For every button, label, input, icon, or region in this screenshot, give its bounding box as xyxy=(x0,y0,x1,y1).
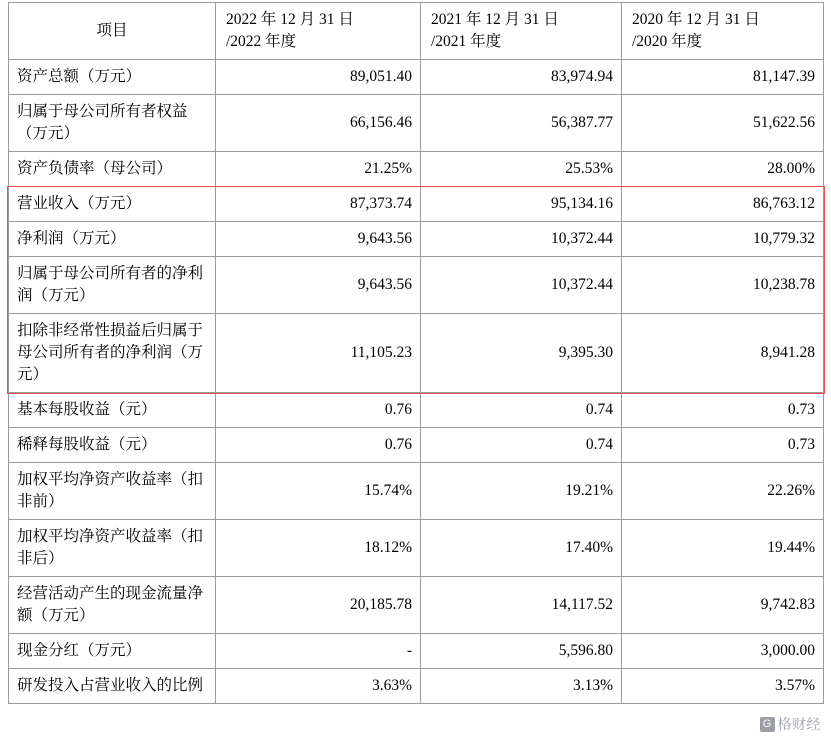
column-header-item-label: 项目 xyxy=(96,22,128,39)
row-value-2022: 20,185.78 xyxy=(216,577,421,634)
row-value-2020: 86,763.12 xyxy=(622,187,824,222)
table-row xyxy=(9,520,824,577)
watermark-label: 格财经 xyxy=(777,716,821,732)
table-header xyxy=(9,3,824,60)
row-value-2021: 10,372.44 xyxy=(421,257,622,314)
watermark-logo-icon: G xyxy=(760,717,775,732)
row-value-2021: 9,395.30 xyxy=(421,314,622,393)
table-body xyxy=(9,60,824,704)
row-label: 基本每股收益（元） xyxy=(9,393,216,428)
row-value-2021: 25.53% xyxy=(421,152,622,187)
table-row xyxy=(9,634,824,669)
column-header-2021-line1: 2021 年 12 月 31 日 xyxy=(431,11,559,28)
row-value-2020: 10,238.78 xyxy=(622,257,824,314)
row-value-2022: 0.76 xyxy=(216,393,421,428)
header-row xyxy=(9,3,824,60)
row-value-2020: 0.73 xyxy=(622,393,824,428)
financial-summary-table xyxy=(8,2,824,704)
row-label: 扣除非经常性损益后归属于母公司所有者的净利润（万元） xyxy=(9,314,216,393)
column-header-2022-line1: 2022 年 12 月 31 日 xyxy=(226,11,354,28)
column-header-item xyxy=(9,3,216,60)
row-label: 净利润（万元） xyxy=(9,222,216,257)
table-row xyxy=(9,152,824,187)
row-label: 研发投入占营业收入的比例 xyxy=(9,669,216,704)
row-value-2020: 51,622.56 xyxy=(622,95,824,152)
column-header-2022 xyxy=(216,3,421,60)
table-row-highlighted xyxy=(9,222,824,257)
row-label: 稀释每股收益（元） xyxy=(9,428,216,463)
row-value-2021: 0.74 xyxy=(421,428,622,463)
row-value-2021: 56,387.77 xyxy=(421,95,622,152)
row-value-2020: 9,742.83 xyxy=(622,577,824,634)
row-value-2020: 19.44% xyxy=(622,520,824,577)
table-row xyxy=(9,669,824,704)
row-label: 经营活动产生的现金流量净额（万元） xyxy=(9,577,216,634)
table-row xyxy=(9,60,824,95)
row-value-2020: 28.00% xyxy=(622,152,824,187)
row-value-2020: 10,779.32 xyxy=(622,222,824,257)
row-value-2021: 10,372.44 xyxy=(421,222,622,257)
row-label: 资产总额（万元） xyxy=(9,60,216,95)
row-label: 归属于母公司所有者的净利润（万元） xyxy=(9,257,216,314)
row-value-2022: 3.63% xyxy=(216,669,421,704)
row-value-2021: 17.40% xyxy=(421,520,622,577)
table-row xyxy=(9,95,824,152)
row-value-2021: 83,974.94 xyxy=(421,60,622,95)
row-label: 资产负债率（母公司） xyxy=(9,152,216,187)
column-header-2021-line2: /2021 年度 xyxy=(431,33,502,50)
row-label: 加权平均净资产收益率（扣非后） xyxy=(9,520,216,577)
row-label: 归属于母公司所有者权益（万元） xyxy=(9,95,216,152)
row-value-2020: 81,147.39 xyxy=(622,60,824,95)
row-label: 营业收入（万元） xyxy=(9,187,216,222)
row-value-2021: 0.74 xyxy=(421,393,622,428)
table-row-highlighted xyxy=(9,257,824,314)
row-value-2022: - xyxy=(216,634,421,669)
row-value-2021: 19.21% xyxy=(421,463,622,520)
financial-summary-sheet xyxy=(8,2,823,704)
row-value-2022: 87,373.74 xyxy=(216,187,421,222)
row-value-2022: 66,156.46 xyxy=(216,95,421,152)
row-value-2022: 0.76 xyxy=(216,428,421,463)
row-value-2022: 9,643.56 xyxy=(216,222,421,257)
row-value-2020: 3.57% xyxy=(622,669,824,704)
row-value-2022: 9,643.56 xyxy=(216,257,421,314)
watermark xyxy=(760,714,822,734)
row-value-2021: 5,596.80 xyxy=(421,634,622,669)
row-value-2020: 0.73 xyxy=(622,428,824,463)
column-header-2022-line2: /2022 年度 xyxy=(226,33,297,50)
row-value-2022: 18.12% xyxy=(216,520,421,577)
table-row xyxy=(9,393,824,428)
row-label: 现金分红（万元） xyxy=(9,634,216,669)
table-row xyxy=(9,428,824,463)
row-value-2022: 15.74% xyxy=(216,463,421,520)
table-row xyxy=(9,577,824,634)
row-value-2022: 89,051.40 xyxy=(216,60,421,95)
row-value-2020: 22.26% xyxy=(622,463,824,520)
row-value-2021: 14,117.52 xyxy=(421,577,622,634)
column-header-2020 xyxy=(622,3,824,60)
table-row-highlighted xyxy=(9,187,824,222)
row-label: 加权平均净资产收益率（扣非前） xyxy=(9,463,216,520)
row-value-2020: 8,941.28 xyxy=(622,314,824,393)
column-header-2020-line1: 2020 年 12 月 31 日 xyxy=(632,11,760,28)
row-value-2022: 21.25% xyxy=(216,152,421,187)
column-header-2021 xyxy=(421,3,622,60)
table-row-highlighted xyxy=(9,314,824,393)
row-value-2021: 95,134.16 xyxy=(421,187,622,222)
column-header-2020-line2: /2020 年度 xyxy=(632,33,703,50)
row-value-2022: 11,105.23 xyxy=(216,314,421,393)
row-value-2020: 3,000.00 xyxy=(622,634,824,669)
row-value-2021: 3.13% xyxy=(421,669,622,704)
table-row xyxy=(9,463,824,520)
